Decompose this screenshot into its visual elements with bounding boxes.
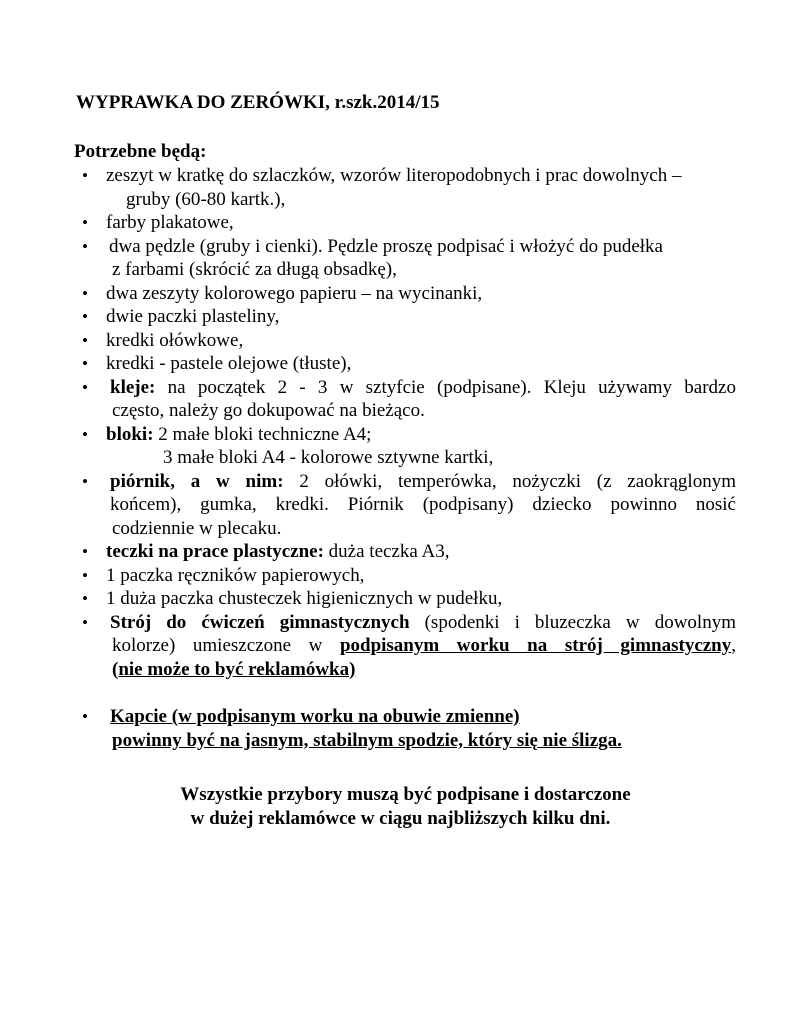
list-item-teczki: • teczki na prace plastyczne: duża teczka A3, xyxy=(76,540,736,564)
list-item-pedzle: • dwa pędzle (gruby i cienki). Pędzle proszę podpisać i włożyć do pudełka z farbami (skrócić za długą obsadkę), xyxy=(76,235,736,282)
list-item-chusteczki: • 1 duża paczka chusteczek higienicznych w pudełku, xyxy=(76,587,736,611)
supply-list xyxy=(76,164,736,752)
list-item-kleje: • kleje: na początek 2 - 3 w sztyfcie (podpisane). Kleju używamy bardzo często, należy go dokupować na bieżąco. xyxy=(76,376,736,423)
closing-note: Wszystkie przybory muszą być podpisane i dostarczone w dużej reklamówce w ciągu najbliższych kilku dni. xyxy=(180,784,631,829)
list-item-bloki: • bloki: 2 małe bloki techniczne A4; 3 małe bloki A4 - kolorowe sztywne kartki, xyxy=(76,423,736,470)
list-item-farby: • farby plakatowe, xyxy=(76,211,736,235)
list-item-pastele: • kredki - pastele olejowe (tłuste), xyxy=(76,352,736,376)
list-item-stroj: • Strój do ćwiczeń gimnastycznych (spodenki i bluzeczka w dowolnym kolorze) umieszczone w podpisanym worku na strój gimnastyczny, (nie może to być reklamówka) xyxy=(76,611,736,682)
list-item-kapcie: • Kapcie (w podpisanym worku na obuwie zmienne) powinny być na jasnym, stabilnym spodzie, który się nie ślizga. xyxy=(76,705,736,752)
list-item-olowkowe: • kredki ołówkowe, xyxy=(76,329,736,353)
list-item-zeszyt: • zeszyt w kratkę do szlaczków, wzorów literopodobnych i prac dowolnych – gruby (60-80 kartk.), xyxy=(76,164,736,211)
list-item-piornik: • piórnik, a w nim: 2 ołówki, temperówka, nożyczki (z zaokrąglonym końcem), gumka, kredki. Piórnik (podpisany) dziecko powinno nosić codziennie w plecaku. xyxy=(76,470,736,541)
spacer xyxy=(76,681,736,705)
list-item-plastelina: • dwie paczki plasteliny, xyxy=(76,305,736,329)
list-item-reczniki: • 1 paczka ręczników papierowych, xyxy=(76,564,736,588)
list-item-papier: • dwa zeszyty kolorowego papieru – na wycinanki, xyxy=(76,282,736,306)
document-title: WYPRAWKA DO ZERÓWKI, r.szk.2014/15 xyxy=(76,92,440,113)
list-heading: Potrzebne będą: xyxy=(74,141,207,162)
